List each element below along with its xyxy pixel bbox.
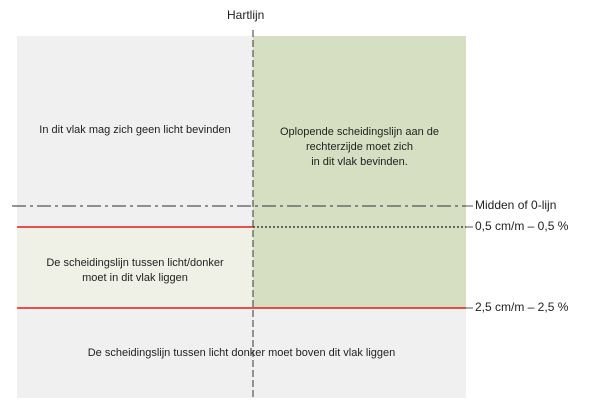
top-right-label: Oplopende scheidingslijn aan de rechterzijde moet zich in dit vlak bevinden.: [279, 125, 439, 168]
upper-line-label: 0,5 cm/m – 0,5 %: [475, 219, 569, 233]
bottom-label: De scheidingslijn tussen licht donker moet boven dit vlak liggen: [87, 346, 396, 359]
hartlijn-title: Hartlijn: [227, 8, 265, 22]
top-left-label: In dit vlak mag zich geen licht bevinden: [39, 123, 231, 136]
middle-left-label: De scheidingslijn tussen licht/donker moet in dit vlak liggen: [46, 257, 224, 284]
lower-line-label: 2,5 cm/m – 2,5 %: [475, 300, 569, 314]
zero-line-label: Midden of 0-lijn: [475, 198, 557, 212]
